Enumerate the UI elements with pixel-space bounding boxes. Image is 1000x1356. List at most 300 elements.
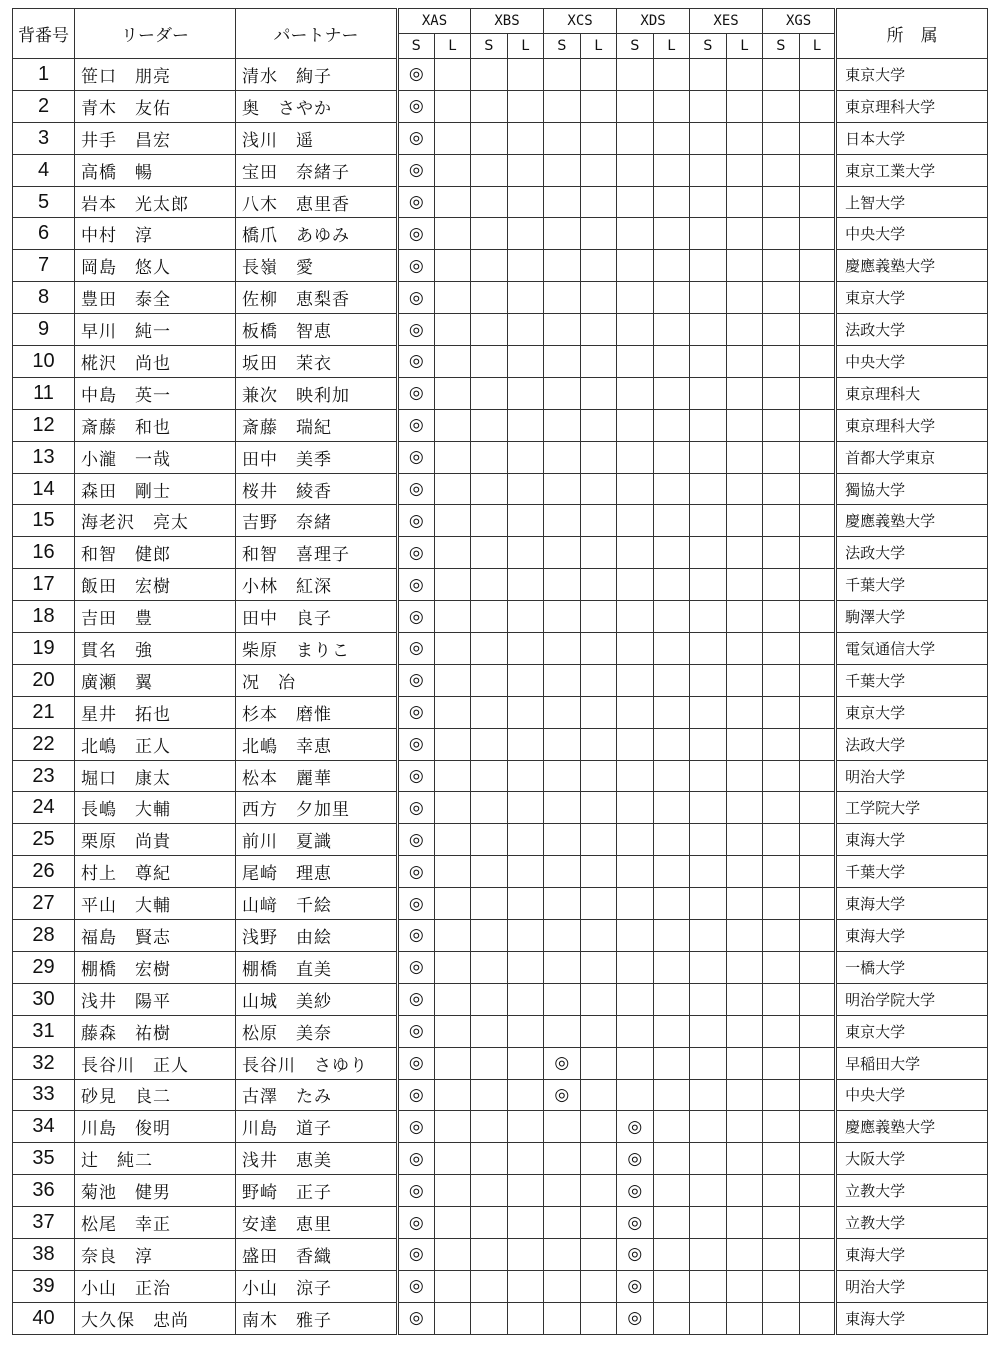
table-row (13, 1270, 988, 1302)
table-row (13, 983, 988, 1015)
empty-cell (507, 441, 544, 473)
empty-cell (690, 569, 727, 601)
empty-cell (653, 696, 690, 728)
empty-cell (799, 218, 836, 250)
entry-mark: ◎ (398, 1015, 435, 1047)
leader-name: 大久保 忠尚 (75, 1302, 236, 1334)
partner-name: 浅野 由絵 (236, 920, 398, 952)
empty-cell (726, 314, 763, 346)
empty-cell (434, 154, 471, 186)
empty-cell (653, 728, 690, 760)
affiliation: 東京大学 (836, 59, 988, 91)
empty-cell (799, 792, 836, 824)
empty-cell (471, 1079, 508, 1111)
affiliation: 首都大学東京 (836, 441, 988, 473)
empty-cell (434, 122, 471, 154)
empty-cell (799, 377, 836, 409)
entry-mark: ◎ (398, 473, 435, 505)
leader-name: 浅井 陽平 (75, 983, 236, 1015)
entry-number: 24 (13, 792, 75, 824)
empty-cell (507, 90, 544, 122)
entry-number: 30 (13, 983, 75, 1015)
empty-cell (471, 250, 508, 282)
empty-cell (763, 1015, 800, 1047)
affiliation: 東海大学 (836, 824, 988, 856)
table-row (13, 696, 988, 728)
entry-number: 21 (13, 696, 75, 728)
table-row (13, 792, 988, 824)
empty-cell (507, 409, 544, 441)
empty-cell (471, 951, 508, 983)
empty-cell (799, 601, 836, 633)
empty-cell (690, 664, 727, 696)
partner-name: 板橋 智恵 (236, 314, 398, 346)
entry-mark: ◎ (398, 441, 435, 473)
empty-cell (653, 601, 690, 633)
entry-mark: ◎ (398, 409, 435, 441)
header-group-xds: XDS (617, 9, 690, 34)
empty-cell (471, 983, 508, 1015)
empty-cell (617, 888, 654, 920)
empty-cell (690, 250, 727, 282)
leader-name: 岡島 悠人 (75, 250, 236, 282)
table-row (13, 90, 988, 122)
affiliation: 慶應義塾大学 (836, 1111, 988, 1143)
partner-name: 吉野 奈緒 (236, 505, 398, 537)
empty-cell (507, 154, 544, 186)
entry-mark: ◎ (398, 824, 435, 856)
empty-cell (434, 888, 471, 920)
empty-cell (653, 1175, 690, 1207)
partner-name: 西方 夕加里 (236, 792, 398, 824)
empty-cell (726, 983, 763, 1015)
entry-number: 35 (13, 1143, 75, 1175)
empty-cell (799, 888, 836, 920)
empty-cell (580, 186, 617, 218)
empty-cell (726, 1047, 763, 1079)
empty-cell (580, 696, 617, 728)
empty-cell (799, 346, 836, 378)
affiliation: 立教大学 (836, 1207, 988, 1239)
empty-cell (434, 314, 471, 346)
affiliation: 立教大学 (836, 1175, 988, 1207)
partner-name: 松原 美奈 (236, 1015, 398, 1047)
empty-cell (763, 346, 800, 378)
empty-cell (653, 951, 690, 983)
empty-cell (799, 1079, 836, 1111)
entry-mark: ◎ (617, 1111, 654, 1143)
empty-cell (544, 1207, 581, 1239)
empty-cell (690, 792, 727, 824)
empty-cell (507, 473, 544, 505)
header-leader: リーダー (75, 9, 236, 59)
empty-cell (690, 537, 727, 569)
empty-cell (763, 824, 800, 856)
empty-cell (580, 1047, 617, 1079)
partner-name: 南木 雅子 (236, 1302, 398, 1334)
empty-cell (726, 633, 763, 665)
empty-cell (544, 920, 581, 952)
entry-number: 40 (13, 1302, 75, 1334)
empty-cell (726, 90, 763, 122)
empty-cell (799, 1207, 836, 1239)
entry-mark: ◎ (398, 1207, 435, 1239)
affiliation: 東海大学 (836, 888, 988, 920)
empty-cell (507, 824, 544, 856)
empty-cell (580, 760, 617, 792)
affiliation: 東海大学 (836, 920, 988, 952)
empty-cell (580, 1079, 617, 1111)
empty-cell (617, 409, 654, 441)
empty-cell (653, 792, 690, 824)
empty-cell (507, 1047, 544, 1079)
empty-cell (799, 1270, 836, 1302)
entry-number: 23 (13, 760, 75, 792)
empty-cell (617, 122, 654, 154)
partner-name: 野崎 正子 (236, 1175, 398, 1207)
empty-cell (726, 377, 763, 409)
empty-cell (434, 824, 471, 856)
empty-cell (690, 90, 727, 122)
table-row (13, 601, 988, 633)
table-row (13, 920, 988, 952)
affiliation: 明治大学 (836, 760, 988, 792)
empty-cell (544, 218, 581, 250)
empty-cell (617, 1079, 654, 1111)
table-row (13, 537, 988, 569)
table-row (13, 1079, 988, 1111)
empty-cell (726, 1302, 763, 1334)
empty-cell (617, 441, 654, 473)
affiliation: 上智大学 (836, 186, 988, 218)
empty-cell (690, 1143, 727, 1175)
entry-mark: ◎ (398, 983, 435, 1015)
entry-mark: ◎ (398, 728, 435, 760)
empty-cell (471, 633, 508, 665)
empty-cell (763, 1079, 800, 1111)
entry-mark: ◎ (398, 569, 435, 601)
header-group-xes: XES (690, 9, 763, 34)
leader-name: 小瀧 一哉 (75, 441, 236, 473)
empty-cell (799, 250, 836, 282)
empty-cell (617, 346, 654, 378)
empty-cell (653, 377, 690, 409)
empty-cell (763, 250, 800, 282)
empty-cell (434, 377, 471, 409)
empty-cell (799, 824, 836, 856)
empty-cell (507, 537, 544, 569)
empty-cell (471, 824, 508, 856)
empty-cell (434, 537, 471, 569)
empty-cell (726, 282, 763, 314)
empty-cell (507, 377, 544, 409)
empty-cell (653, 983, 690, 1015)
entry-mark: ◎ (617, 1270, 654, 1302)
empty-cell (580, 441, 617, 473)
leader-name: 菊池 健男 (75, 1175, 236, 1207)
entry-mark: ◎ (398, 186, 435, 218)
empty-cell (653, 1207, 690, 1239)
empty-cell (617, 186, 654, 218)
empty-cell (690, 920, 727, 952)
empty-cell (434, 441, 471, 473)
empty-cell (507, 1175, 544, 1207)
entry-number: 8 (13, 282, 75, 314)
empty-cell (653, 282, 690, 314)
empty-cell (544, 824, 581, 856)
empty-cell (580, 122, 617, 154)
empty-cell (471, 441, 508, 473)
empty-cell (471, 696, 508, 728)
leader-name: 海老沢 亮太 (75, 505, 236, 537)
empty-cell (434, 696, 471, 728)
empty-cell (653, 473, 690, 505)
empty-cell (507, 59, 544, 91)
entry-mark: ◎ (398, 664, 435, 696)
empty-cell (544, 377, 581, 409)
table-row (13, 1175, 988, 1207)
empty-cell (544, 1270, 581, 1302)
empty-cell (471, 282, 508, 314)
empty-cell (690, 282, 727, 314)
empty-cell (653, 920, 690, 952)
empty-cell (617, 473, 654, 505)
empty-cell (471, 409, 508, 441)
affiliation: 大阪大学 (836, 1143, 988, 1175)
empty-cell (763, 90, 800, 122)
empty-cell (471, 760, 508, 792)
empty-cell (544, 696, 581, 728)
empty-cell (434, 569, 471, 601)
entry-number: 1 (13, 59, 75, 91)
empty-cell (507, 1207, 544, 1239)
empty-cell (617, 792, 654, 824)
empty-cell (434, 856, 471, 888)
empty-cell (726, 1015, 763, 1047)
empty-cell (726, 760, 763, 792)
empty-cell (617, 633, 654, 665)
empty-cell (763, 122, 800, 154)
leader-name: 岩本 光太郎 (75, 186, 236, 218)
empty-cell (471, 537, 508, 569)
empty-cell (544, 1175, 581, 1207)
empty-cell (471, 377, 508, 409)
empty-cell (434, 633, 471, 665)
empty-cell (471, 888, 508, 920)
empty-cell (471, 122, 508, 154)
affiliation: 工学院大学 (836, 792, 988, 824)
table-row (13, 250, 988, 282)
empty-cell (580, 1238, 617, 1270)
entry-number: 11 (13, 377, 75, 409)
empty-cell (471, 90, 508, 122)
empty-cell (544, 59, 581, 91)
empty-cell (617, 856, 654, 888)
empty-cell (726, 218, 763, 250)
empty-cell (726, 696, 763, 728)
affiliation: 千葉大学 (836, 856, 988, 888)
empty-cell (799, 569, 836, 601)
affiliation: 早稲田大学 (836, 1047, 988, 1079)
empty-cell (580, 314, 617, 346)
empty-cell (544, 441, 581, 473)
empty-cell (507, 1302, 544, 1334)
empty-cell (690, 1047, 727, 1079)
entry-mark: ◎ (398, 346, 435, 378)
empty-cell (690, 983, 727, 1015)
empty-cell (653, 186, 690, 218)
empty-cell (544, 1143, 581, 1175)
empty-cell (617, 59, 654, 91)
empty-cell (507, 856, 544, 888)
empty-cell (617, 1015, 654, 1047)
entry-mark: ◎ (398, 505, 435, 537)
empty-cell (617, 250, 654, 282)
partner-name: 北嶋 幸恵 (236, 728, 398, 760)
leader-name: 栗原 尚貴 (75, 824, 236, 856)
empty-cell (434, 664, 471, 696)
empty-cell (799, 696, 836, 728)
partner-name: 和智 喜理子 (236, 537, 398, 569)
empty-cell (763, 633, 800, 665)
empty-cell (726, 1111, 763, 1143)
empty-cell (507, 218, 544, 250)
leader-name: 長嶋 大輔 (75, 792, 236, 824)
entry-mark: ◎ (398, 122, 435, 154)
entry-number: 9 (13, 314, 75, 346)
empty-cell (434, 728, 471, 760)
partner-name: 尾崎 理恵 (236, 856, 398, 888)
empty-cell (726, 569, 763, 601)
entry-mark: ◎ (398, 633, 435, 665)
empty-cell (653, 1270, 690, 1302)
entry-number: 39 (13, 1270, 75, 1302)
empty-cell (471, 186, 508, 218)
header-group-xcs: XCS (544, 9, 617, 34)
empty-cell (580, 1175, 617, 1207)
empty-cell (799, 664, 836, 696)
table-header (13, 9, 988, 59)
leader-name: 辻 純二 (75, 1143, 236, 1175)
empty-cell (507, 505, 544, 537)
affiliation: 電気通信大学 (836, 633, 988, 665)
empty-cell (799, 1015, 836, 1047)
entry-mark: ◎ (398, 888, 435, 920)
affiliation: 東京大学 (836, 1015, 988, 1047)
empty-cell (507, 633, 544, 665)
header-group-xgs: XGS (763, 9, 836, 34)
empty-cell (471, 1143, 508, 1175)
table-row (13, 824, 988, 856)
empty-cell (471, 569, 508, 601)
entry-mark: ◎ (398, 282, 435, 314)
entry-number: 19 (13, 633, 75, 665)
table-row (13, 728, 988, 760)
empty-cell (799, 1238, 836, 1270)
empty-cell (726, 1238, 763, 1270)
empty-cell (507, 696, 544, 728)
leader-name: 吉田 豊 (75, 601, 236, 633)
affiliation: 東京理科大学 (836, 409, 988, 441)
header-xds-s: S (617, 34, 654, 59)
table-row (13, 760, 988, 792)
empty-cell (690, 1015, 727, 1047)
entry-mark: ◎ (398, 920, 435, 952)
empty-cell (690, 346, 727, 378)
partner-name: 桜井 綾香 (236, 473, 398, 505)
empty-cell (580, 1302, 617, 1334)
empty-cell (799, 59, 836, 91)
empty-cell (580, 983, 617, 1015)
empty-cell (580, 728, 617, 760)
empty-cell (507, 728, 544, 760)
entry-mark: ◎ (398, 1175, 435, 1207)
empty-cell (726, 856, 763, 888)
table-row (13, 1015, 988, 1047)
partner-name: 浅川 遥 (236, 122, 398, 154)
table-row (13, 59, 988, 91)
empty-cell (653, 569, 690, 601)
entry-mark: ◎ (398, 1270, 435, 1302)
empty-cell (726, 1079, 763, 1111)
empty-cell (617, 696, 654, 728)
partner-name: 奥 さやか (236, 90, 398, 122)
affiliation: 東京大学 (836, 282, 988, 314)
empty-cell (763, 920, 800, 952)
empty-cell (726, 951, 763, 983)
empty-cell (544, 1238, 581, 1270)
leader-name: 長谷川 正人 (75, 1047, 236, 1079)
entry-mark: ◎ (544, 1079, 581, 1111)
empty-cell (653, 633, 690, 665)
affiliation: 千葉大学 (836, 569, 988, 601)
partner-name: 小林 紅深 (236, 569, 398, 601)
empty-cell (434, 1047, 471, 1079)
empty-cell (580, 792, 617, 824)
empty-cell (544, 282, 581, 314)
empty-cell (763, 696, 800, 728)
empty-cell (726, 505, 763, 537)
empty-cell (763, 601, 800, 633)
empty-cell (580, 473, 617, 505)
empty-cell (507, 1079, 544, 1111)
leader-name: 砂見 良二 (75, 1079, 236, 1111)
empty-cell (544, 473, 581, 505)
empty-cell (507, 1143, 544, 1175)
empty-cell (690, 314, 727, 346)
empty-cell (434, 1079, 471, 1111)
empty-cell (544, 505, 581, 537)
entry-number: 25 (13, 824, 75, 856)
empty-cell (544, 314, 581, 346)
empty-cell (617, 569, 654, 601)
empty-cell (690, 1079, 727, 1111)
affiliation: 駒澤大学 (836, 601, 988, 633)
empty-cell (471, 1270, 508, 1302)
affiliation: 明治大学 (836, 1270, 988, 1302)
header-xcs-l: L (580, 34, 617, 59)
empty-cell (653, 888, 690, 920)
empty-cell (580, 250, 617, 282)
entry-number: 22 (13, 728, 75, 760)
empty-cell (653, 1111, 690, 1143)
empty-cell (726, 664, 763, 696)
empty-cell (507, 1238, 544, 1270)
empty-cell (799, 951, 836, 983)
leader-name: 和智 健郎 (75, 537, 236, 569)
empty-cell (726, 792, 763, 824)
empty-cell (653, 59, 690, 91)
